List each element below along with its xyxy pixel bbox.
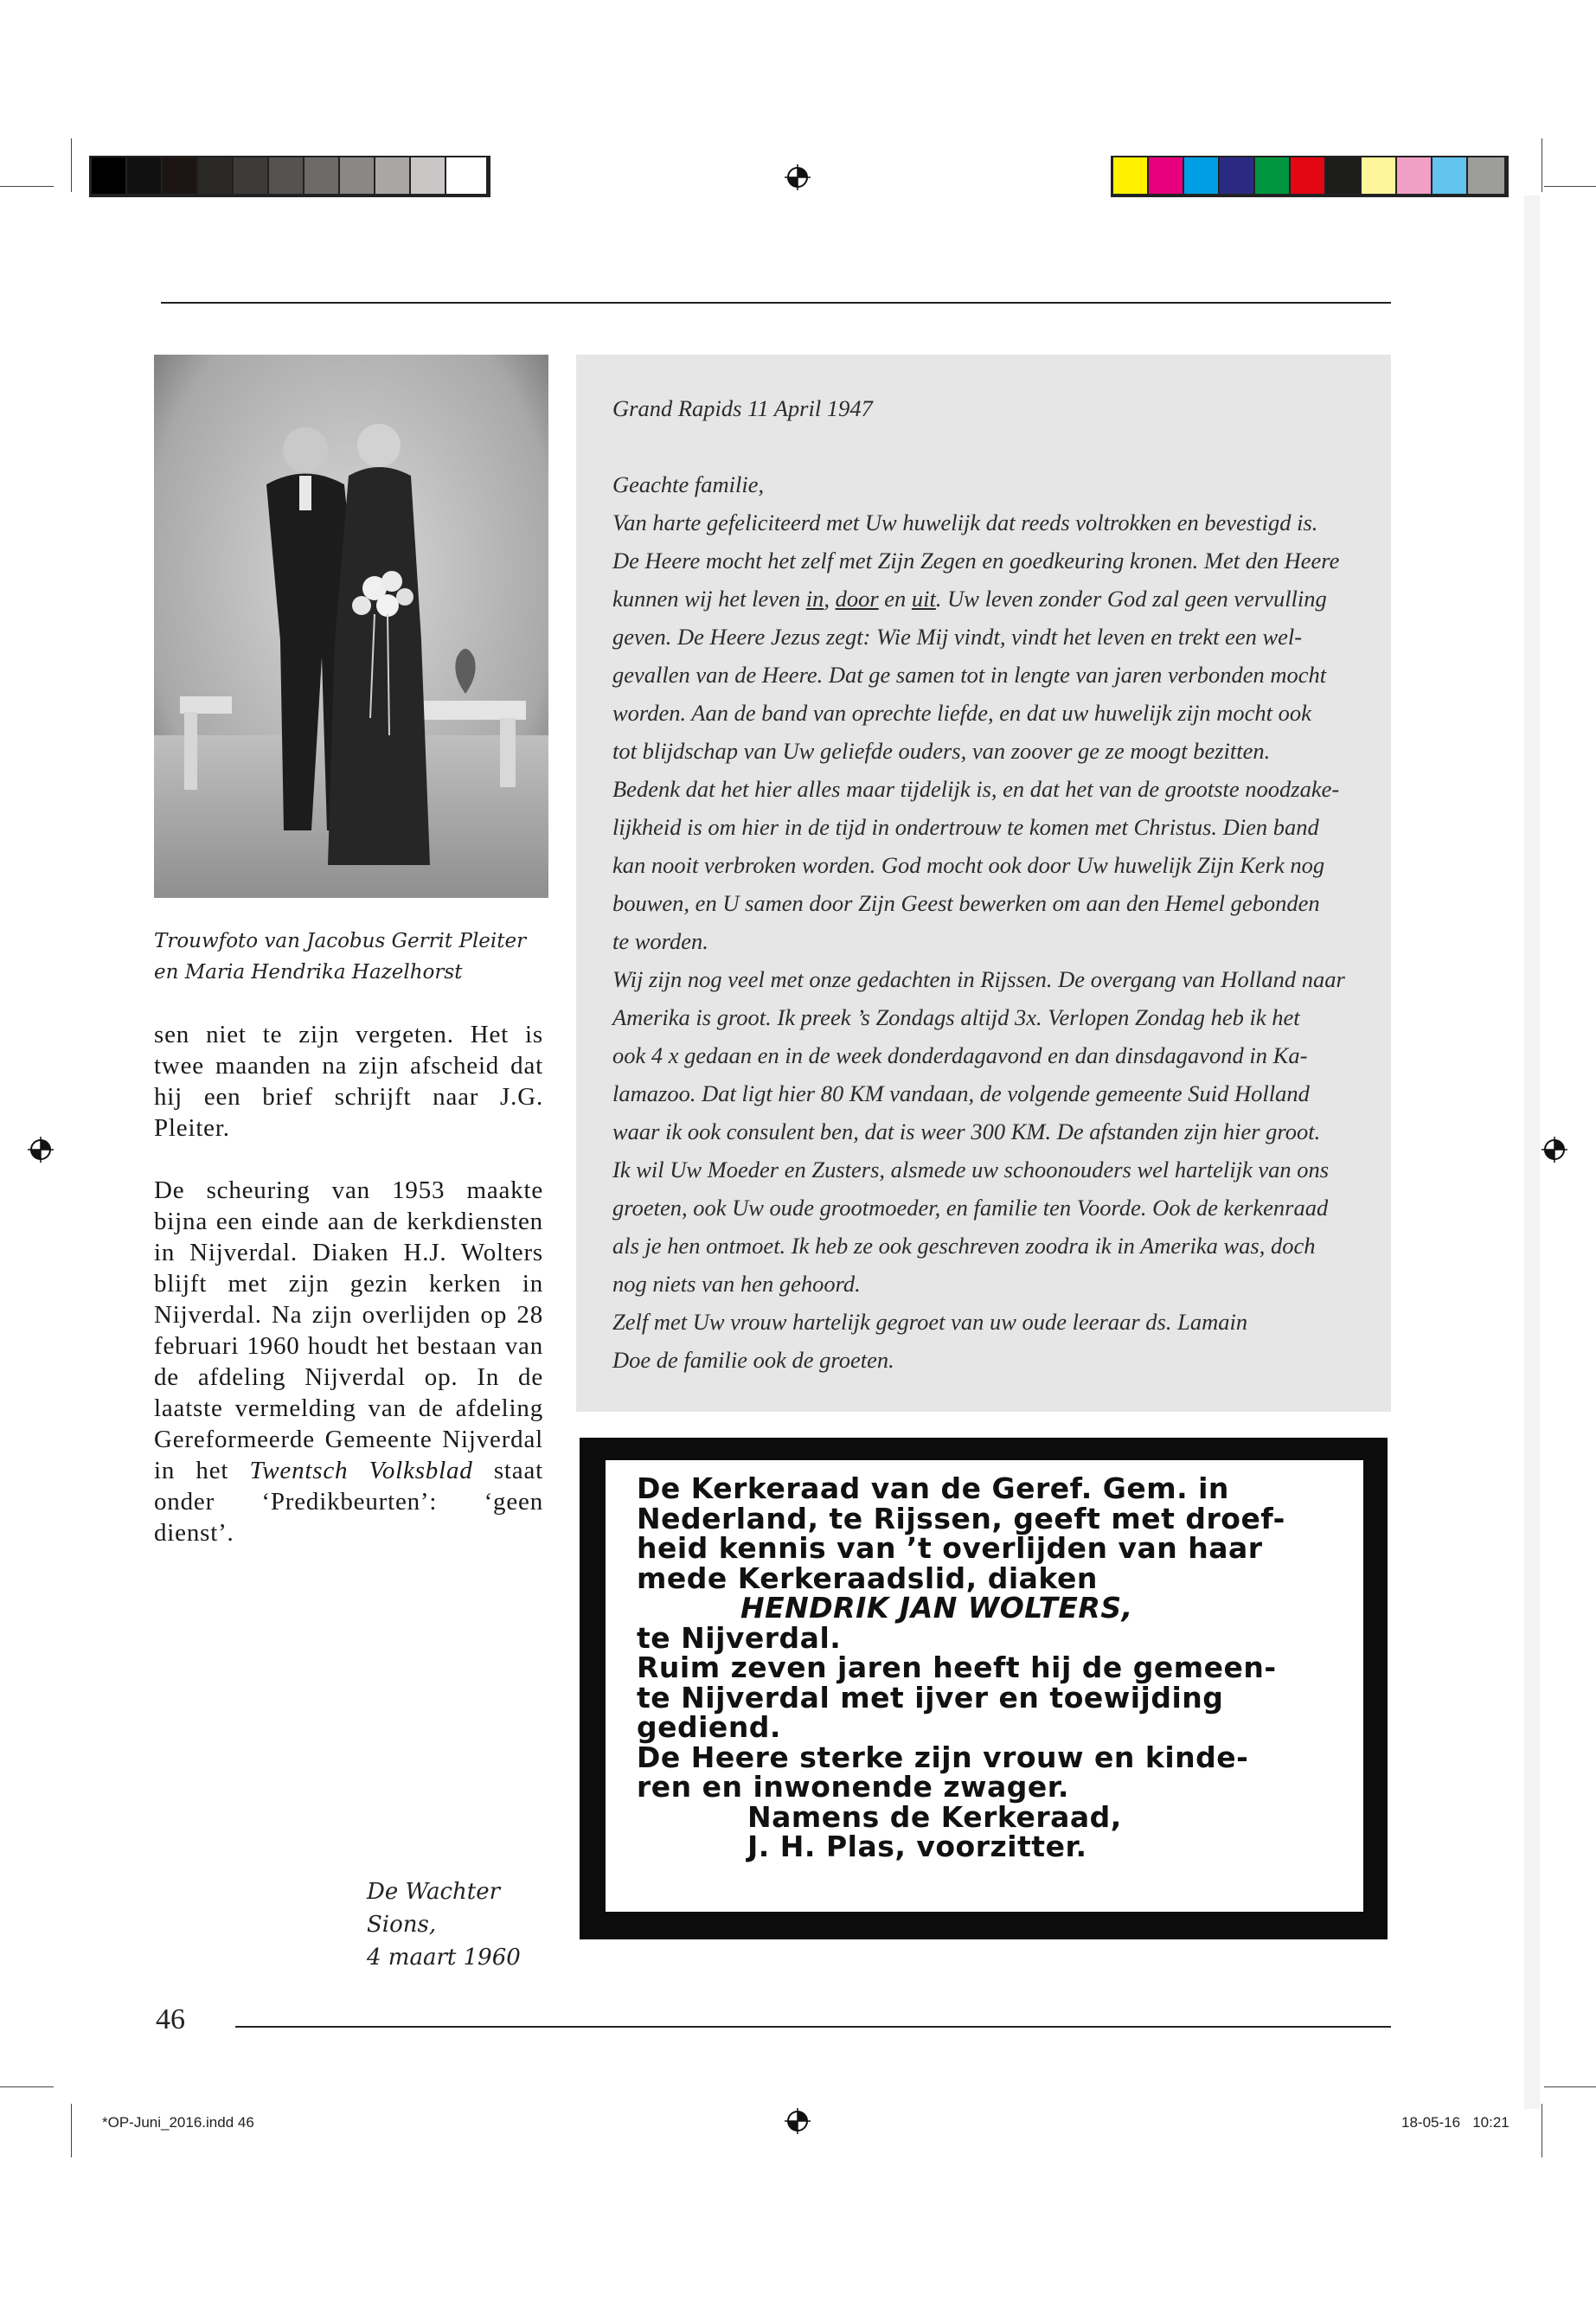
obituary-line: Nederland, te Rijssen, geeft met droef- <box>637 1501 1285 1535</box>
gray-swatch <box>234 157 267 194</box>
color-swatch <box>1433 157 1466 194</box>
crop-mark <box>1544 186 1596 187</box>
color-swatch <box>1184 157 1218 194</box>
obituary-text <box>637 1471 1346 1863</box>
letter-line: gevallen van de Heere. Dat ge samen tot in lengte van jaren verbonden mocht <box>612 662 1327 688</box>
letter-segment: kunnen wij het leven <box>612 586 801 612</box>
crop-mark <box>71 2104 72 2157</box>
letter-line: te worden. <box>612 928 708 954</box>
obituary-line: gediend. <box>637 1710 781 1744</box>
registration-target-icon <box>785 164 811 190</box>
gray-swatch <box>446 157 486 194</box>
obituary-line: De Heere sterke zijn vrouw en kinde- <box>637 1740 1249 1774</box>
crop-mark <box>0 186 54 187</box>
color-swatch <box>1113 157 1147 194</box>
gray-swatch <box>198 157 232 194</box>
obituary-line: heid kennis van ’t overlijden van haar <box>637 1531 1263 1565</box>
letter-line: waar ik ook consulent ben, dat is weer 300 KM. De afstanden zijn hier groot. <box>612 1118 1321 1144</box>
color-swatch <box>1468 157 1504 194</box>
underlined-word: door <box>835 586 879 612</box>
letter-line: lijkheid is om hier in de tijd in ondertrouw te komen met Christus. Dien band <box>612 814 1319 840</box>
registration-target-icon <box>28 1137 54 1163</box>
body-text-segment: staat onder ‘Predikbeurten’: ‘geen dienst’. <box>154 1457 543 1547</box>
obituary-line: J. H. Plas, voorzitter. <box>747 1830 1087 1863</box>
color-swatch <box>1291 157 1324 194</box>
body-paragraph: sen niet te zijn vergeten. Het is twee maanden na zijn afscheid dat hij een brief schrijft naar J.G. Pleiter. <box>154 1021 543 1142</box>
gray-swatch <box>340 157 374 194</box>
letter-line: bouwen, en U samen door Zijn Geest bewerken om aan den Hemel gebonden <box>612 890 1320 916</box>
footer-rule <box>235 2026 1391 2028</box>
letter-line: Zelf met Uw vrouw hartelijk gegroet van uw oude leeraar ds. Lamain <box>612 1309 1248 1335</box>
obituary-line: te Nijverdal. <box>637 1620 842 1655</box>
color-swatch <box>1397 157 1431 194</box>
newspaper-title: Twentsch Volksblad <box>249 1457 473 1484</box>
letter-line: Wij zijn nog veel met onze gedachten in Rijssen. De overgang van Holland naar <box>612 966 1345 992</box>
gray-swatch <box>92 157 125 194</box>
color-swatch <box>1362 157 1395 194</box>
photo-caption-text: Trouwfoto van Jacobus Gerrit Pleiter en Maria Hendrika Hazelhorst <box>154 930 527 984</box>
letter-line: Ik wil Uw Moeder en Zusters, alsmede uw schoonouders wel hartelijk van ons <box>612 1157 1330 1183</box>
body-text-segment: De scheuring van 1953 maakte bijna een einde aan de kerkdiensten in Nijverdal. Diaken H.J. Wolters blijft met zijn gezin kerken in Nijverdal. Na zijn overlijden op 28 februari 1960 houdt het bestaan van de afdeling Nijverdal op. In de laatste vermelding van de afdeling Gereformeerde Gemeente Nijverdal in het <box>154 1176 543 1484</box>
body-paragraph <box>154 1175 543 1548</box>
letter-line: ook 4 x gedaan en in de week donderdagavond en dan dinsdagavond in Ka- <box>612 1042 1308 1068</box>
color-swatch <box>1220 157 1253 194</box>
letter-line: kan nooit verbroken worden. God mocht ook door Uw huwelijk Zijn Kerk nog <box>612 852 1325 878</box>
slug-filename: *OP-Juni_2016.indd 46 <box>102 2114 254 2131</box>
gray-swatch <box>411 157 445 194</box>
gray-swatch <box>163 157 196 194</box>
letter-line: lamazoo. Dat ligt hier 80 KM vandaan, de volgende gemeente Suid Holland <box>612 1080 1310 1106</box>
crop-mark <box>0 2086 54 2087</box>
letter-line: kunnen wij het leven in, door en uit. Uw leven zonder God zal geen vervulling <box>612 586 1327 612</box>
letter-line: groeten, ook Uw oude grootmoeder, en familie ten Voorde. Ook de kerkenraad <box>612 1195 1329 1221</box>
letter-line: Doe de familie ook de groeten. <box>612 1347 894 1373</box>
wedding-photo <box>154 355 548 898</box>
obituary-name: HENDRIK JAN WOLTERS, <box>740 1591 1133 1625</box>
obituary-line: mede Kerkeraadslid, diaken <box>637 1561 1098 1595</box>
gray-swatch <box>304 157 338 194</box>
letter-text <box>612 389 1374 1379</box>
letter-line: nog niets van hen gehoord. <box>612 1271 861 1297</box>
photo-caption <box>154 926 548 988</box>
color-swatch <box>1149 157 1183 194</box>
underlined-word: in <box>805 586 824 612</box>
letter-line: als je hen ontmoet. Ik heb ze ook geschreven zoodra ik in Amerika was, doch <box>612 1233 1316 1259</box>
body-column <box>154 1019 543 1548</box>
header-rule <box>161 302 1391 304</box>
crop-mark <box>71 138 72 192</box>
source-caption <box>367 1875 557 1974</box>
obituary-line: ren en inwonende zwager. <box>637 1770 1069 1804</box>
color-swatch <box>1255 157 1289 194</box>
registration-target-icon <box>785 2108 811 2134</box>
gray-swatch <box>269 157 303 194</box>
letter-line: Van harte gefeliciteerd met Uw huwelijk dat reeds voltrokken en bevestigd is. <box>612 510 1318 535</box>
letter-line: Amerika is groot. Ik preek ’s Zondags altijd 3x. Verlopen Zondag heb ik het <box>612 1004 1300 1030</box>
bleed-strip <box>1524 195 1540 2109</box>
obituary-line: te Nijverdal met ijver en toewijding <box>637 1680 1224 1715</box>
obituary-line: De Kerkeraad van de Geref. Gem. in <box>637 1471 1229 1505</box>
letter-segment: . Uw leven zonder God zal geen vervulling <box>935 586 1327 612</box>
letter-salutation: Geachte familie, <box>612 471 765 497</box>
gray-swatch <box>127 157 161 194</box>
letter-line: tot blijdschap van Uw geliefde ouders, van zoover ge ze moogt bezitten. <box>612 738 1271 764</box>
letter-line: geven. De Heere Jezus zegt: Wie Mij vindt, vindt het leven en trekt een wel- <box>612 624 1303 650</box>
source-caption-line: De Wachter Sions, <box>367 1879 501 1938</box>
obituary-line: Namens de Kerkeraad, <box>747 1799 1122 1834</box>
color-swatch <box>1326 157 1360 194</box>
underlined-word: uit <box>911 586 936 612</box>
letter-line: worden. Aan de band van oprechte liefde, en dat uw huwelijk zijn mocht ook <box>612 700 1311 726</box>
letter-line: De Heere mocht het zelf met Zijn Zegen en goedkeuring kronen. Met den Heere <box>612 548 1340 574</box>
gray-swatch <box>375 157 409 194</box>
page-number: 46 <box>156 2003 185 2035</box>
slug-datetime: 18-05-16 10:21 <box>1401 2114 1509 2131</box>
letter-line: Bedenk dat het hier alles maar tijdelijk is, en dat het van de grootste noodzake- <box>612 776 1340 802</box>
obituary-line: Ruim zeven jaren heeft hij de gemeen- <box>637 1650 1277 1684</box>
letter-header: Grand Rapids 11 April 1947 <box>612 395 873 421</box>
letter-segment: en <box>884 586 907 612</box>
source-caption-line: 4 maart 1960 <box>367 1945 521 1971</box>
crop-mark <box>1544 2086 1596 2087</box>
registration-target-icon <box>1542 1137 1567 1163</box>
